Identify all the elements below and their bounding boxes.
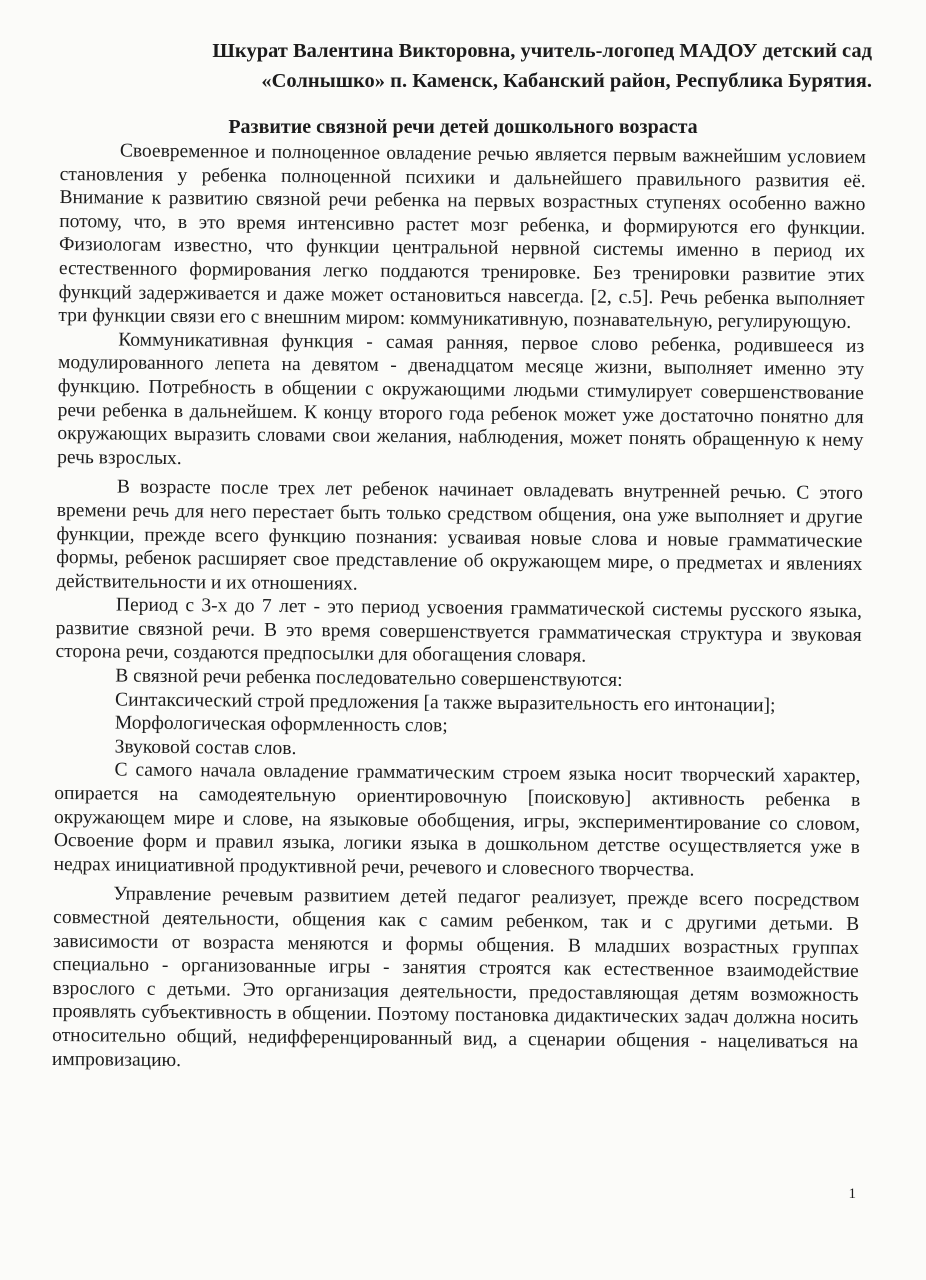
list-item-2: Морфологическая оформленность слов; [114,712,448,737]
paragraph-3: В возрасте после трех лет ребенок начинает овладевать внутренней речью. С этого времени речь для него перестает быть только средством общения, она уже выполняет и другие функции, прежде всего функцию познания: усваивая новые слова и новые грамматические формы, ребенок расширяет свое представление об окружающем мире, о предметах и явлениях действительности и их отношениях. [56,476,864,595]
paragraph-2: Коммуникативная функция - самая ранняя, первое слово ребенка, родившееся из модулированного лепета на девятом - двенадцатом месяце жизни, выполняет именно эту функцию. Потребность в общении с окружающими людьми стимулирует совершенствование речи ребенка в дальнейшем. К концу второго года ребенок может уже достаточно понятно для окружающих выразить словами свои желания, наблюдения, может понять обращенную к нему речь взрослых. [57,329,865,469]
document-body [52,139,866,1078]
list-item-1: Синтаксический строй предложения [а также выразительность его интонации]; [115,689,776,716]
author-header [150,36,872,96]
paragraph-1: Своевременное и полноценное овладение речью является первым важнейшим условием становления у ребенка полноценной психики и дальнейшего правильного развития её. Внимание к развитию связной речи ребенка на первых возрастных ступенях особенно важно потому, что, в это время интенсивно растет мозг ребенка, и формируются его функции. Физиологам известно, что функции центральной нервной системы именно в период их естественного формирования легко поддаются тренировке. Без тренировки развитие этих функций задерживается и даже может остановиться навсегда. [2, с.5]. Речь ребенка выполняет три функции связи его с внешним миром: коммуникативную, познавательную, регулирующую. [58,140,866,334]
paragraph-4: Период с 3-х до 7 лет - это период усвоения грамматической системы русского языка, развитие связной речи. В это время совершенствуется грамматическая структура и звуковая сторона речи, создаются предпосылки для обогащения словаря. [55,594,862,668]
paragraph-6: С самого начала овладение грамматическим строем языка носит творческий характер, опирается на самодеятельную ориентировочную [поисковую] активность ребенка в окружающем мире и слове, на языковые обобщения, игры, экспериментирование со словом, Освоение форм и правил языка, логики языка в дошкольном детстве осуществляется уже в недрах инициативной продуктивной речи, речевого и словесного творчества. [53,759,861,881]
paragraph-5: В связной речи ребенка последовательно совершенствуются: [115,665,623,691]
paragraph-7: Управление речевым развитием детей педагог реализует, прежде всего посредством совместной деятельности, общения как с самим ребенком, так и с другими детьми. В зависимости от возраста меняются и формы общения. В младших возрастных группах специально - организованные игры - занятия строятся как естественное взаимодействие взрослого с детьми. Это организация деятельности, предоставляющая детям возможность проявлять субъективность в общении. Поэтому постановка дидактических задач должна носить относительно общий, недифференцированный вид, а сценарии общения - нацеливаться на импровизацию. [51,883,860,1071]
page-number: 1 [848,1186,856,1202]
list-item-3: Звуковой состав слов. [114,736,297,759]
author-line-2: «Солнышко» п. Каменск, Кабанский район, Республика Бурятия. [261,70,872,92]
author-line-1: Шкурат Валентина Викторовна, учитель-логопед МАДОУ детский сад [212,40,872,62]
document-title: Развитие связной речи детей дошкольного возраста [228,116,698,138]
